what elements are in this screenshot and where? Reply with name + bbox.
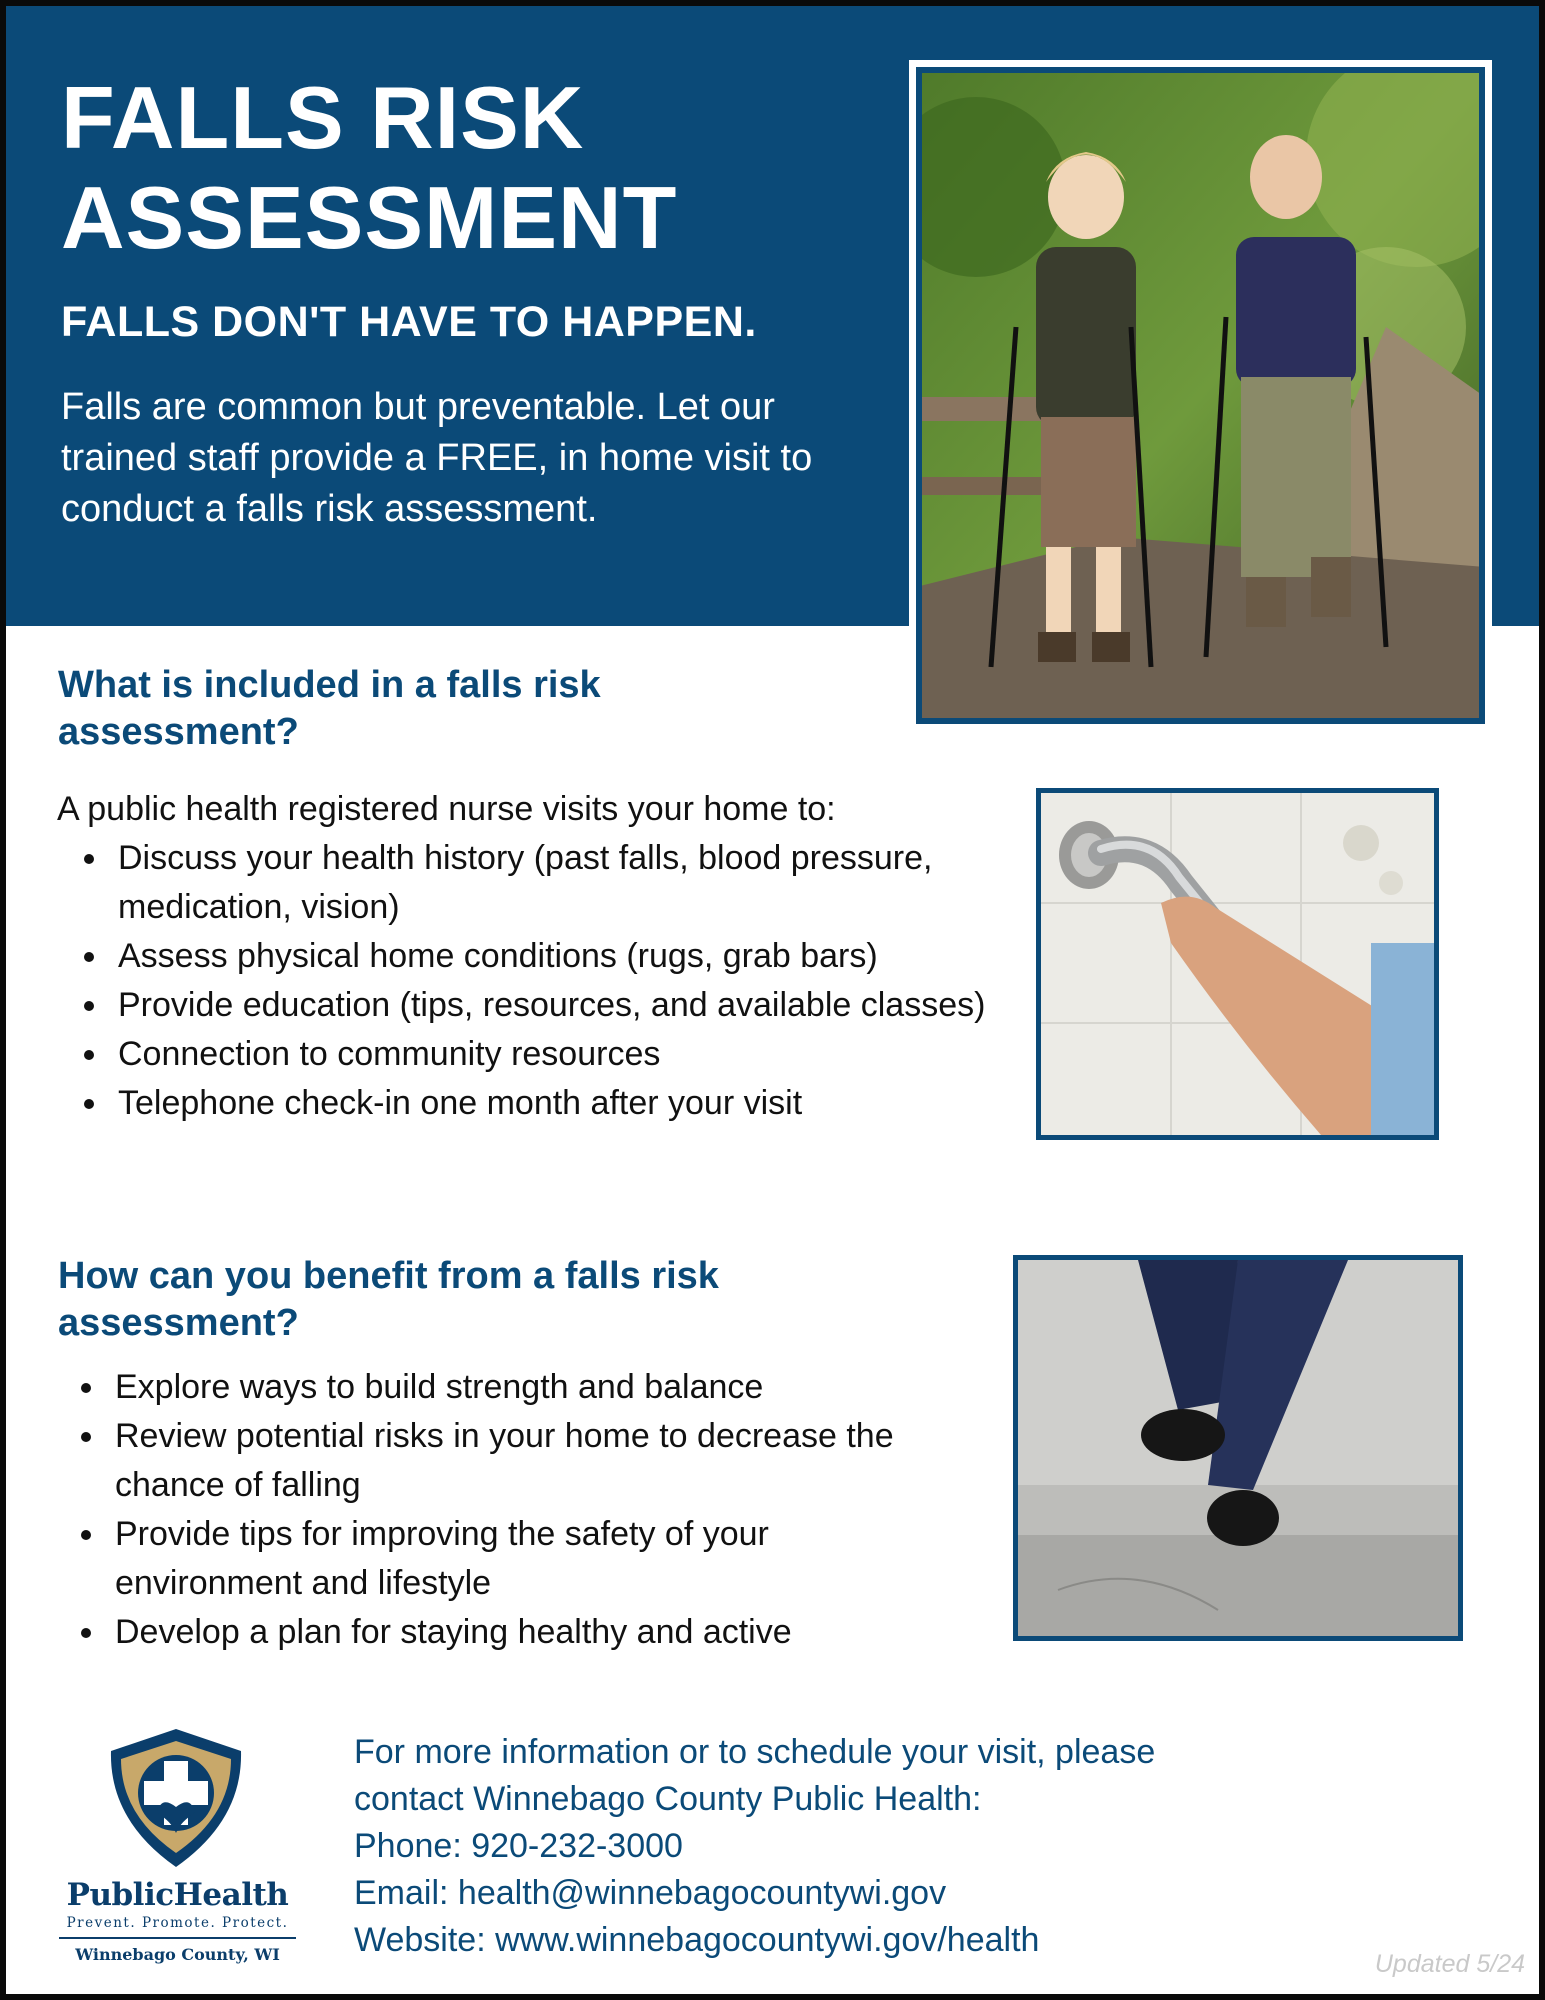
list-item: Review potential risks in your home to decrease the chance of falling [55,1412,955,1510]
contact-info [354,1729,1354,1964]
hiking-couple-photo [909,60,1492,731]
contact-phone: Phone: 920-232-3000 [354,1827,683,1865]
included-heading: What is included in a falls risk assessment? [58,664,601,753]
updated-date: Updated 5/24 [1374,1950,1525,1978]
list-item: Connection to community resources [58,1030,1018,1079]
grab-bar-photo [1036,788,1439,1140]
public-health-logo [55,1725,300,1965]
contact-line-2: contact Winnebago County Public Health: [354,1780,982,1818]
list-item: Provide tips for improving the safety of your environment and lifestyle [55,1510,955,1608]
benefit-list [55,1363,955,1657]
included-lead: A public health registered nurse visits your home to: [57,790,836,828]
logo-county: Winnebago County, WI [75,1945,280,1964]
list-item: Assess physical home conditions (rugs, grab bars) [58,932,1018,981]
benefit-heading: How can you benefit from a falls risk assessment? [58,1255,719,1344]
list-item: Provide education (tips, resources, and available classes) [58,981,1018,1030]
list-item: Develop a plan for staying healthy and active [55,1608,955,1657]
title-line-2: ASSESSMENT [61,168,678,267]
list-item: Discuss your health history (past falls, blood pressure, medication, vision) [58,834,1018,932]
title-line-1: FALLS RISK [61,68,585,167]
list-item: Telephone check-in one month after your visit [58,1079,1018,1128]
intro-text: Falls are common but preventable. Let our trained staff provide a FREE, in home visit to conduct a falls risk assessment. [61,386,813,530]
page-title [61,68,677,268]
contact-line-1: For more information or to schedule your visit, please [354,1733,1156,1771]
shield-cross-icon [101,1725,251,1871]
page-subtitle: FALLS DON'T HAVE TO HAPPEN. [61,298,757,346]
logo-divider [59,1937,296,1939]
logo-tagline: Prevent. Promote. Protect. [66,1915,289,1931]
contact-email: Email: health@winnebagocountywi.gov [354,1874,947,1912]
logo-name: PublicHealth [66,1877,289,1913]
list-item: Explore ways to build strength and balance [55,1363,955,1412]
contact-website: Website: www.winnebagocountywi.gov/health [354,1921,1040,1959]
stepping-off-curb-photo [1013,1255,1463,1641]
included-list [58,834,1018,1128]
